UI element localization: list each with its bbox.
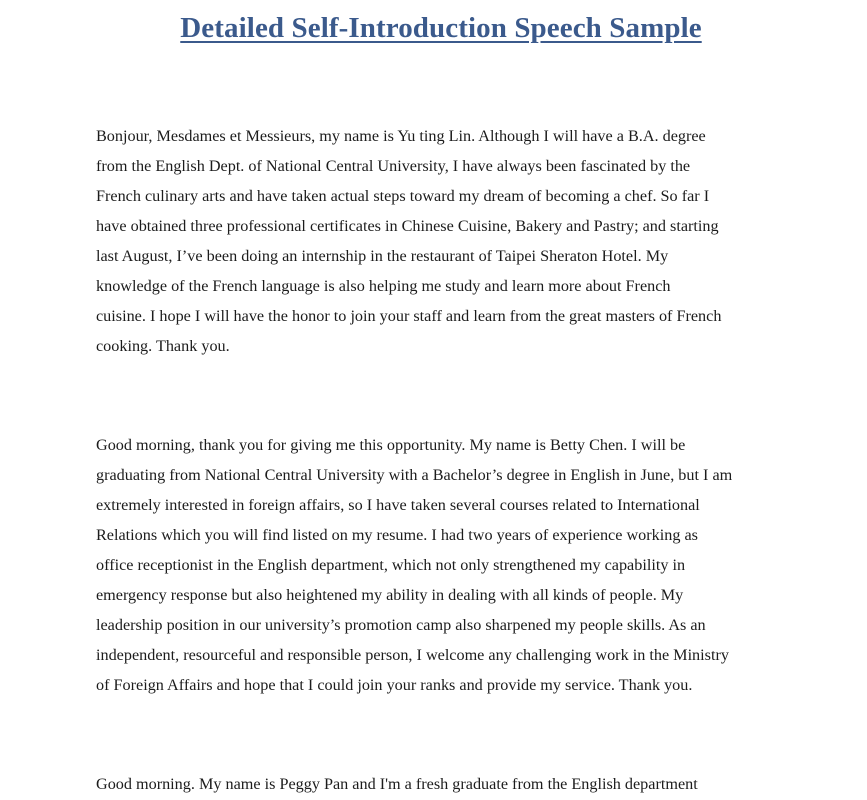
paragraph-betty-chen [96,430,732,700]
paragraph-yu-ting-lin [96,121,721,361]
paragraph-line: leadership position in our university’s promotion camp also sharpened my people skills. As an [96,616,706,634]
paragraph-line: extremely interested in foreign affairs, so I have taken several courses related to International [96,496,700,514]
paragraph-line: last August, I’ve been doing an internship in the restaurant of Taipei Sheraton Hotel. My [96,247,669,265]
paragraph-line: have obtained three professional certificates in Chinese Cuisine, Bakery and Pastry; and starting [96,217,719,235]
paragraph-line: cooking. Thank you. [96,337,230,355]
paragraph-line: independent, resourceful and responsible person, I welcome any challenging work in the Ministry [96,646,729,664]
paragraph-line: of Foreign Affairs and hope that I could join your ranks and provide my service. Thank you. [96,676,693,694]
paragraph-peggy-pan [96,769,698,799]
paragraph-line: emergency response but also heightened my ability in dealing with all kinds of people. My [96,586,684,604]
document-title: Detailed Self-Introduction Speech Sample [180,12,702,44]
paragraph-line: Good morning, thank you for giving me this opportunity. My name is Betty Chen. I will be [96,436,686,454]
paragraph-line: cuisine. I hope I will have the honor to join your staff and learn from the great masters of French [96,307,722,325]
paragraph-line: from the English Dept. of National Central University, I have always been fascinated by the [96,157,691,175]
paragraph-line: knowledge of the French language is also helping me study and learn more about French [96,277,671,295]
paragraph-line: Bonjour, Mesdames et Messieurs, my name is Yu ting Lin. Although I will have a B.A. degree [96,127,706,145]
paragraph-line: Relations which you will find listed on my resume. I had two years of experience working as [96,526,698,544]
paragraph-line: office receptionist in the English department, which not only strengthened my capability in [96,556,686,574]
paragraph-line: graduating from National Central University with a Bachelor’s degree in English in June, but I am [96,466,733,484]
paragraph-line: French culinary arts and have taken actual steps toward my dream of becoming a chef. So far I [96,187,710,205]
paragraph-line: Good morning. My name is Peggy Pan and I'm a fresh graduate from the English department [96,775,698,793]
